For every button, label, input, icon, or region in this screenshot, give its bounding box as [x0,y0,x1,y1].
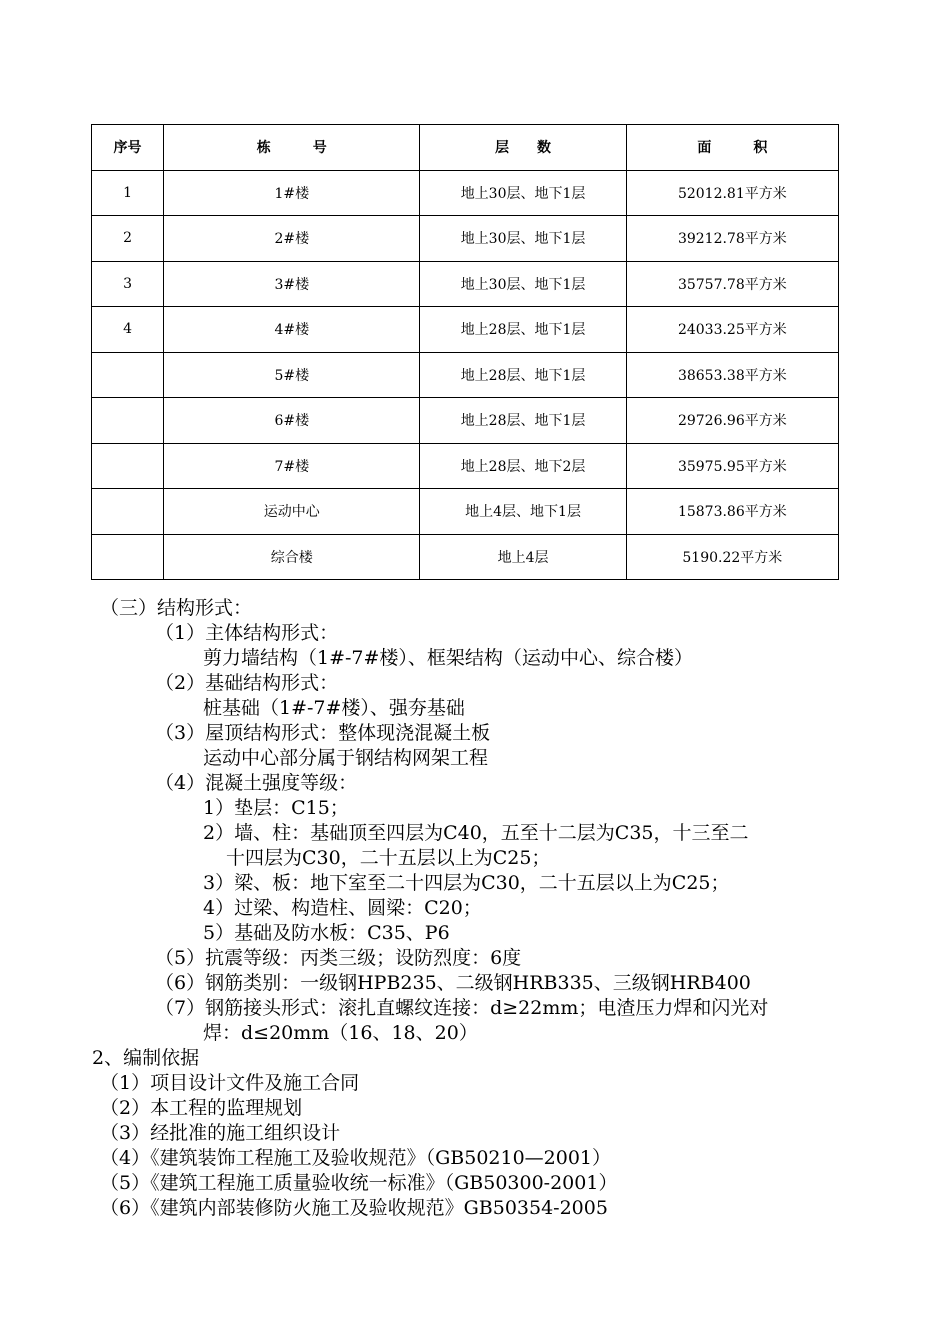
item-text: 焊：d≤20mm（16、18、20） [203,1022,478,1044]
item-heading: （1）主体结构形式： [155,622,339,644]
table-cell: 29726.96平方米 [626,398,838,444]
table-cell: 3#楼 [164,261,420,307]
table-header-row [92,125,839,171]
header-cell: 层 数 [420,125,626,171]
table-cell: 7#楼 [164,443,420,489]
item-text: 运动中心部分属于钢结构网架工程 [203,747,489,769]
table-cell: 35757.78平方米 [626,261,838,307]
item-heading: （3）屋顶结构形式：整体现浇混凝土板 [155,722,491,744]
item-heading: （2）基础结构形式： [155,672,339,694]
basis-item: （5）《建筑工程施工质量验收统一标准》（GB50300-2001） [100,1172,618,1194]
item-text: 3）梁、板：地下室至二十四层为C30，二十五层以上为C25； [203,872,730,894]
item-text: 剪力墙结构（1#-7#楼）、框架结构（运动中心、综合楼） [203,647,693,669]
item-text: 2）墙、柱：基础顶至四层为C40，五至十二层为C35，十三至二 [203,822,749,844]
item-text: 4）过梁、构造柱、圆梁：C20； [203,897,482,919]
table-cell: 地上28层、地下1层 [420,352,626,398]
table-cell: 24033.25平方米 [626,307,838,353]
table-cell: 地上28层、地下1层 [420,398,626,444]
item-heading: （4）混凝土强度等级： [155,772,358,794]
table-cell: 15873.86平方米 [626,489,838,535]
item-heading: （5）抗震等级：丙类三级；设防烈度：6度 [155,947,522,969]
header-cell: 序号 [92,125,164,171]
table-cell: 52012.81平方米 [626,170,838,216]
table-row [92,398,839,444]
table-cell: 2 [92,216,164,262]
table-cell [92,534,164,580]
basis-item: （1）项目设计文件及施工合同 [100,1072,360,1094]
table-cell: 4#楼 [164,307,420,353]
table-row [92,489,839,535]
table-cell: 6#楼 [164,398,420,444]
table-cell [92,489,164,535]
basis-item: （3）经批准的施工组织设计 [100,1122,341,1144]
table-cell [92,398,164,444]
basis-item: （6）《建筑内部装修防火施工及验收规范》GB50354-2005 [100,1197,608,1219]
table-row [92,443,839,489]
table-cell: 运动中心 [164,489,420,535]
item-heading: （6）钢筋类别：一级钢HPB235、二级钢HRB335、三级钢HRB400 [155,972,751,994]
header-cell: 面 积 [626,125,838,171]
table-cell: 综合楼 [164,534,420,580]
section-heading: （三）结构形式： [100,597,253,619]
table-cell: 地上30层、地下1层 [420,261,626,307]
item-heading: （7）钢筋接头形式：滚扎直螺纹连接：d≥22mm；电渣压力焊和闪光对 [155,997,769,1019]
basis-item: （4）《建筑装饰工程施工及验收规范》（GB50210—2001） [100,1147,612,1169]
table-row [92,216,839,262]
table-cell: 38653.38平方米 [626,352,838,398]
table-row [92,352,839,398]
table-row [92,534,839,580]
table-cell: 3 [92,261,164,307]
table-cell: 2#楼 [164,216,420,262]
table-row [92,307,839,353]
item-text: 1）垫层：C15； [203,797,349,819]
table-cell: 35975.95平方米 [626,443,838,489]
basis-item: （2）本工程的监理规划 [100,1097,303,1119]
table-cell: 1#楼 [164,170,420,216]
item-text: 桩基础（1#-7#楼）、强夯基础 [203,697,465,719]
item-text: 5）基础及防水板：C35、P6 [203,922,450,944]
table-cell: 39212.78平方米 [626,216,838,262]
table-cell: 地上30层、地下1层 [420,216,626,262]
table-row [92,170,839,216]
section-heading: 2、编制依据 [92,1047,200,1069]
table-row [92,261,839,307]
table-cell: 地上28层、地下2层 [420,443,626,489]
table-cell: 4 [92,307,164,353]
table-cell: 地上30层、地下1层 [420,170,626,216]
table-cell [92,443,164,489]
building-table [91,124,839,580]
table-cell: 1 [92,170,164,216]
table-cell: 地上4层 [420,534,626,580]
table-cell: 5#楼 [164,352,420,398]
item-text: 十四层为C30，二十五层以上为C25； [226,847,551,869]
header-cell: 栋 号 [164,125,420,171]
table-cell: 地上4层、地下1层 [420,489,626,535]
table-cell: 5190.22平方米 [626,534,838,580]
table-cell: 地上28层、地下1层 [420,307,626,353]
table-cell [92,352,164,398]
